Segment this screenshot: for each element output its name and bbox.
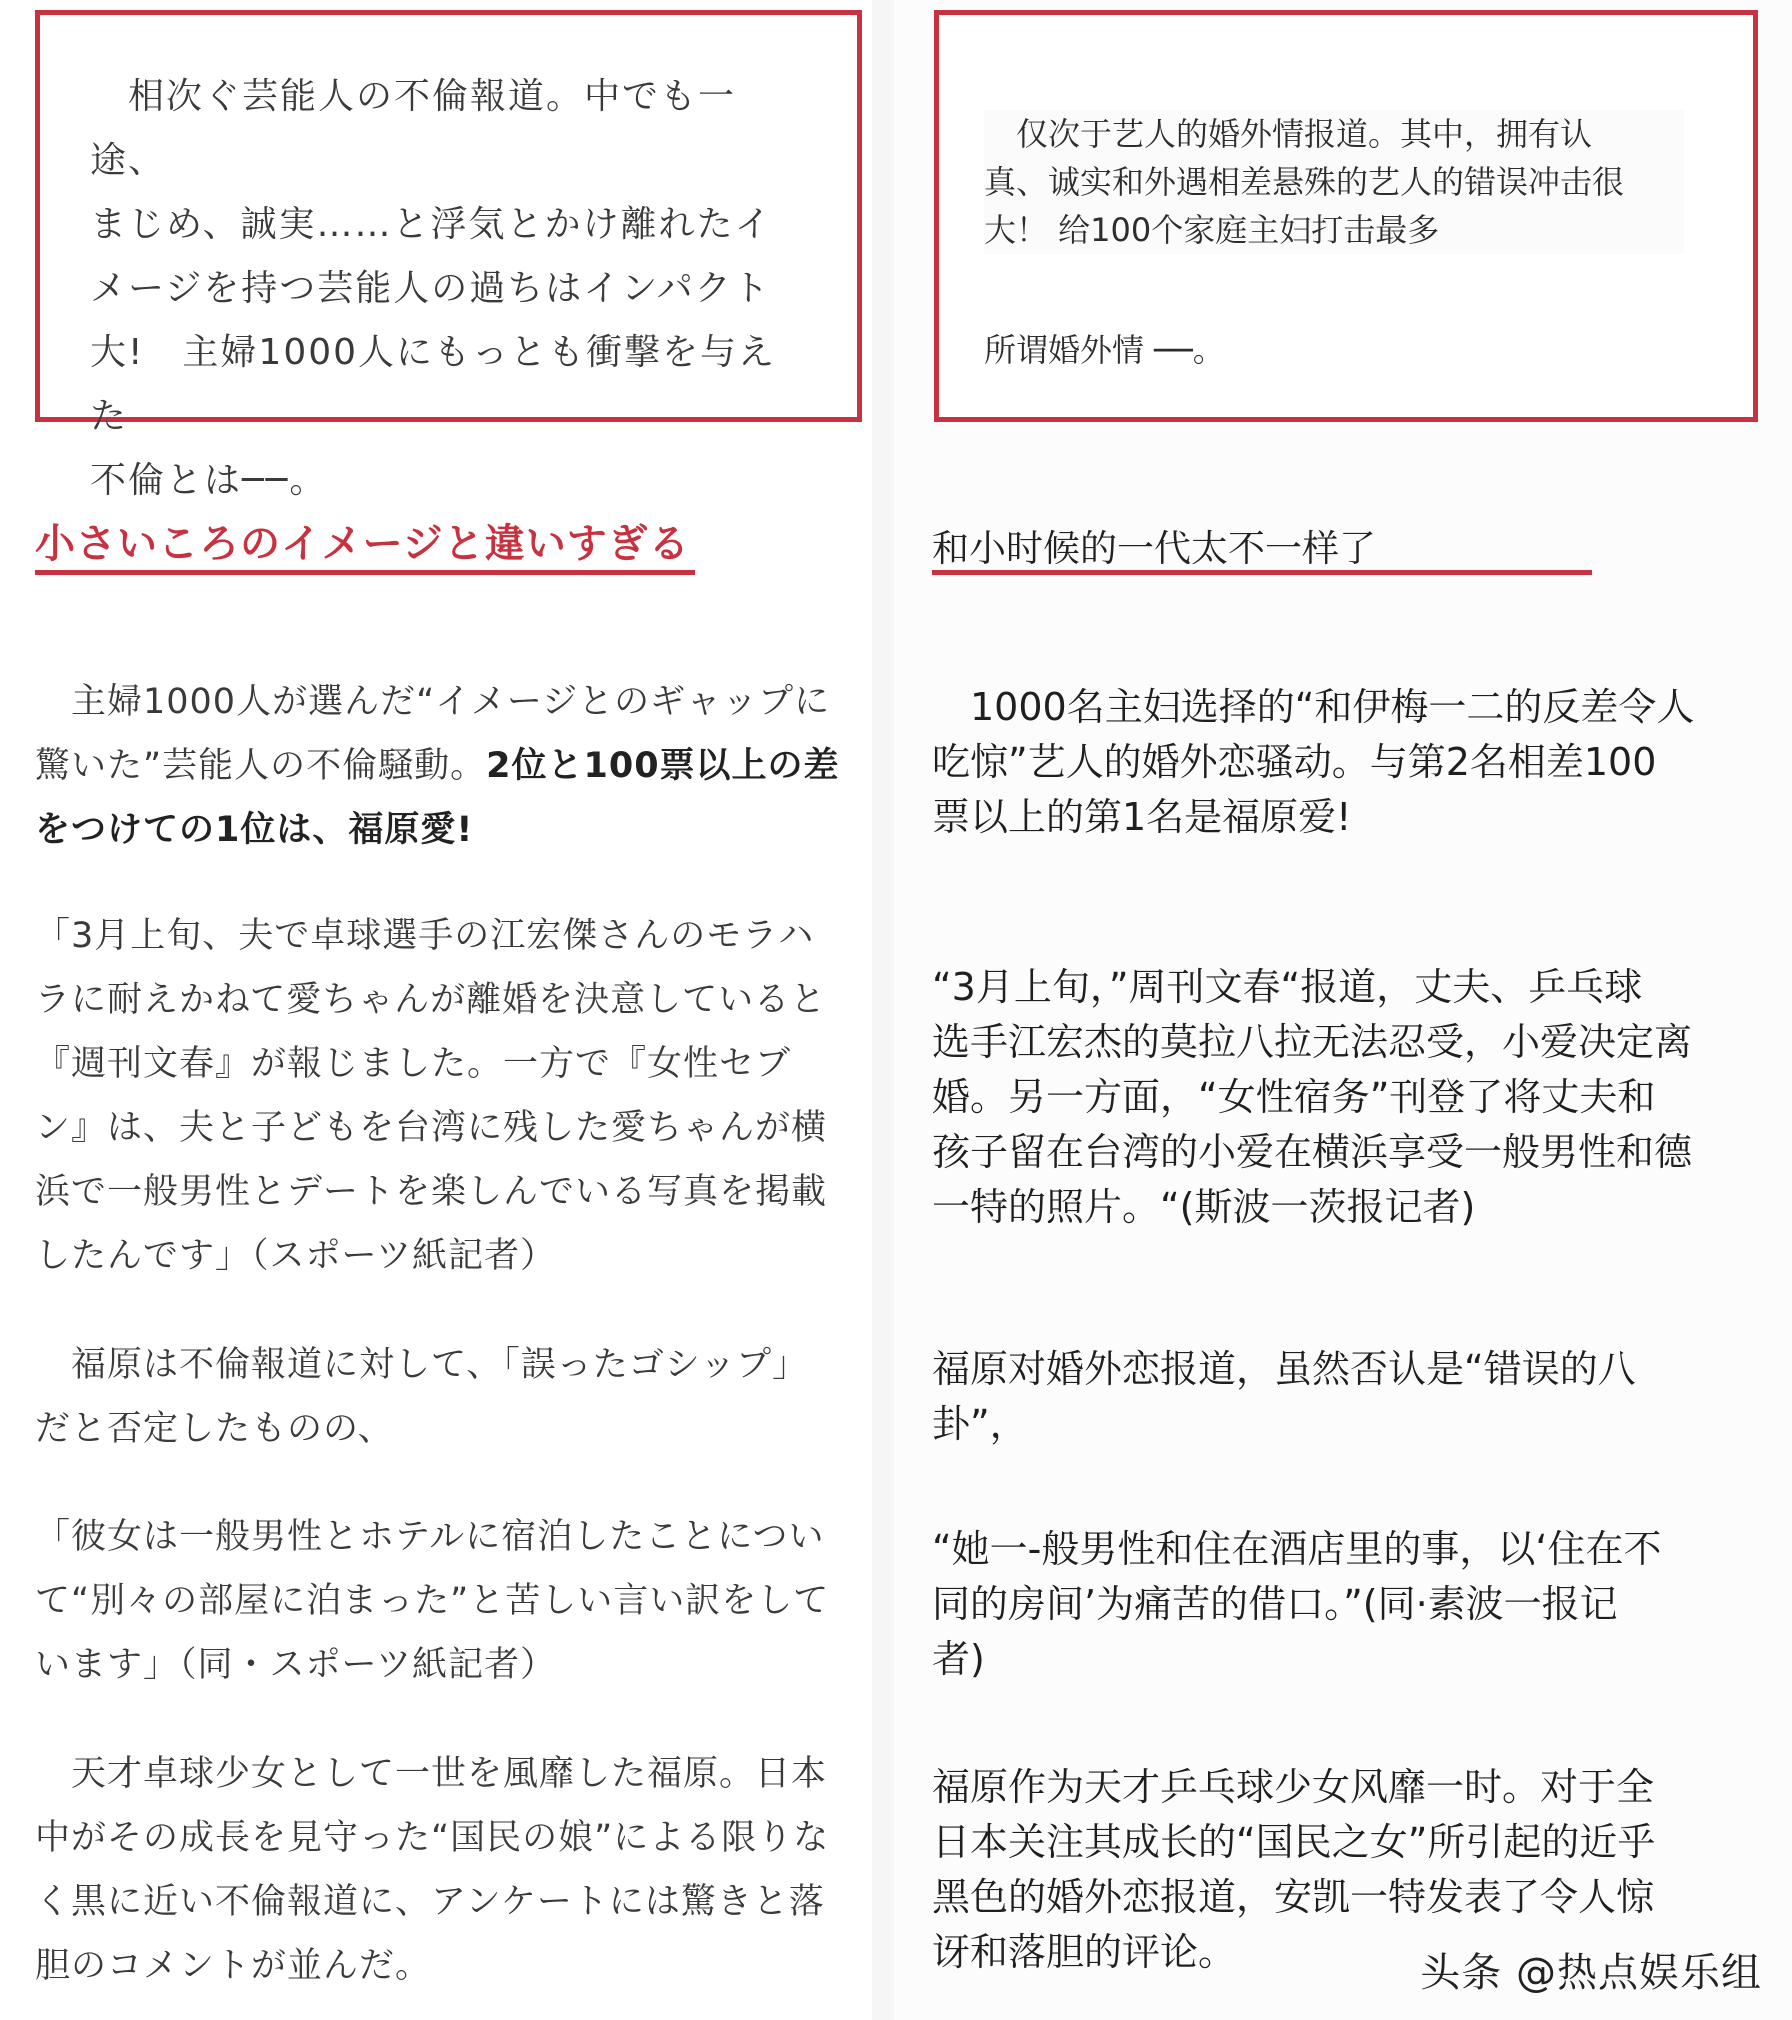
- chinese-section-heading: 和小时候的一代太不一样了: [932, 527, 1376, 570]
- text-line: 真、诚实和外遇相差悬殊的艺人的错误冲击很: [984, 163, 1625, 201]
- text-line: 选手江宏杰的莫拉八拉无法忍受，小爱决定离: [932, 1020, 1693, 1064]
- chinese-paragraph-3: [932, 1342, 1752, 1452]
- text-line: く黒に近い不倫報道に、アンケートには驚きと落: [35, 1882, 825, 1922]
- text-line: したんです」（スポーツ紙記者）: [35, 1236, 557, 1276]
- text-line: 相次ぐ芸能人の不倫報道。中でも一途、: [90, 76, 737, 181]
- text-line: 票以上的第1名是福原爱!: [932, 795, 1352, 839]
- japanese-paragraph-4: [35, 1505, 855, 1697]
- text-line: 浜で一般男性とデートを楽しんでいる写真を掲載: [35, 1172, 828, 1212]
- text-line: 主婦1000人が選んだ“イメージとのギャップに: [35, 682, 831, 722]
- japanese-intro-text: [90, 65, 810, 513]
- text-line: 者): [932, 1637, 985, 1681]
- text-line: ラに耐えかねて愛ちゃんが離婚を決意していると: [35, 980, 827, 1020]
- chinese-paragraph-1: [932, 680, 1752, 845]
- text-line: 黑色的婚外恋报道，安凯一特发表了令人惊: [932, 1875, 1655, 1919]
- text-line: だと否定したものの、: [35, 1409, 394, 1449]
- bold-text: をつけての1位は、福原愛!: [35, 810, 474, 850]
- text-line: 婚。另一方面，“女性宿务”刊登了将丈夫和: [932, 1075, 1656, 1119]
- text-line: 1000名主妇选择的“和伊梅一二的反差令人: [932, 685, 1695, 729]
- japanese-paragraph-1: [35, 670, 855, 862]
- heading-underline: [35, 570, 695, 575]
- text-line: 卦”，: [932, 1402, 1028, 1446]
- chinese-intro-box: [934, 10, 1758, 422]
- bold-text: 2位と100票以上の差: [486, 746, 840, 786]
- japanese-paragraph-2: [35, 904, 855, 1288]
- japanese-paragraph-3: [35, 1333, 855, 1461]
- text-line: 天才卓球少女として一世を風靡した福原。日本: [35, 1754, 828, 1794]
- text-line: 同的房间’为痛苦的借口。”(同·素波一报记: [932, 1582, 1618, 1626]
- text-line: 大! 主婦1000人にもっとも衝撃を与えた: [90, 332, 777, 437]
- watermark: 头条 @热点娱乐组: [1420, 1950, 1762, 1996]
- text-line: 讶和落胆的评论。: [932, 1930, 1237, 1974]
- heading-underline: [932, 570, 1592, 575]
- column-divider: [872, 0, 894, 2020]
- chinese-paragraph-2: [932, 960, 1752, 1235]
- text-line: 吃惊”艺人的婚外恋骚动。与第2名相差100: [932, 740, 1657, 784]
- japanese-intro-box: [35, 10, 862, 501]
- text-line: まじめ、誠実……と浮気とかけ離れたイ: [90, 204, 773, 245]
- text-line: 福原作为天才乒乓球少女风靡一时。对于全: [932, 1765, 1655, 1809]
- text-line: 「3月上旬、夫で卓球選手の江宏傑さんのモラハ: [35, 916, 815, 956]
- chinese-intro-end: 所谓婚外情 ──。: [984, 331, 1225, 369]
- japanese-paragraph-5: [35, 1742, 855, 1998]
- chinese-paragraph-4: [932, 1522, 1752, 1687]
- text-line: “她一-般男性和住在酒店里的事，以‘住在不: [932, 1527, 1662, 1571]
- text-line: 中がその成長を見守った“国民の娘”による限りな: [35, 1818, 830, 1858]
- text-line: 福原对婚外恋报道，虽然否认是“错误的八: [932, 1347, 1636, 1391]
- text-line: 不倫とは──。: [90, 460, 328, 501]
- text-line: います」（同・スポーツ紙記者）: [35, 1645, 557, 1685]
- text-line: 驚いた”芸能人の不倫騒動。: [35, 746, 487, 786]
- text-line: “3月上旬，”周刊文春“报道，丈夫、乒乓球: [932, 965, 1643, 1009]
- text-line: 『週刊文春』が報じました。一方で『女性セブ: [35, 1044, 792, 1084]
- chinese-intro-text: [984, 110, 1684, 254]
- text-line: ン』は、夫と子どもを台湾に残した愛ちゃんが横: [35, 1108, 828, 1148]
- text-line: メージを持つ芸能人の過ちはインパクト: [90, 268, 771, 309]
- japanese-section-heading: 小さいころのイメージと違いすぎる: [35, 521, 690, 567]
- text-line: 日本关注其成长的“国民之女”所引起的近乎: [932, 1820, 1656, 1864]
- text-line: 一特的照片。“(斯波一茨报记者): [932, 1185, 1476, 1229]
- text-line: 「彼女は一般男性とホテルに宿泊したことについ: [35, 1517, 825, 1557]
- text-line: 孩子留在台湾的小爱在横浜享受一般男性和德: [932, 1130, 1693, 1174]
- text-line: て“別々の部屋に泊まった”と苦しい言い訳をして: [35, 1581, 830, 1621]
- text-line: 仅次于艺人的婚外情报道。其中，拥有认: [984, 115, 1593, 153]
- text-line: 胆のコメントが並んだ。: [35, 1946, 432, 1986]
- text-line: 大！ 给100个家庭主妇打击最多: [984, 211, 1440, 249]
- text-line: 福原は不倫報道に対して、「誤ったゴシップ」: [35, 1345, 809, 1385]
